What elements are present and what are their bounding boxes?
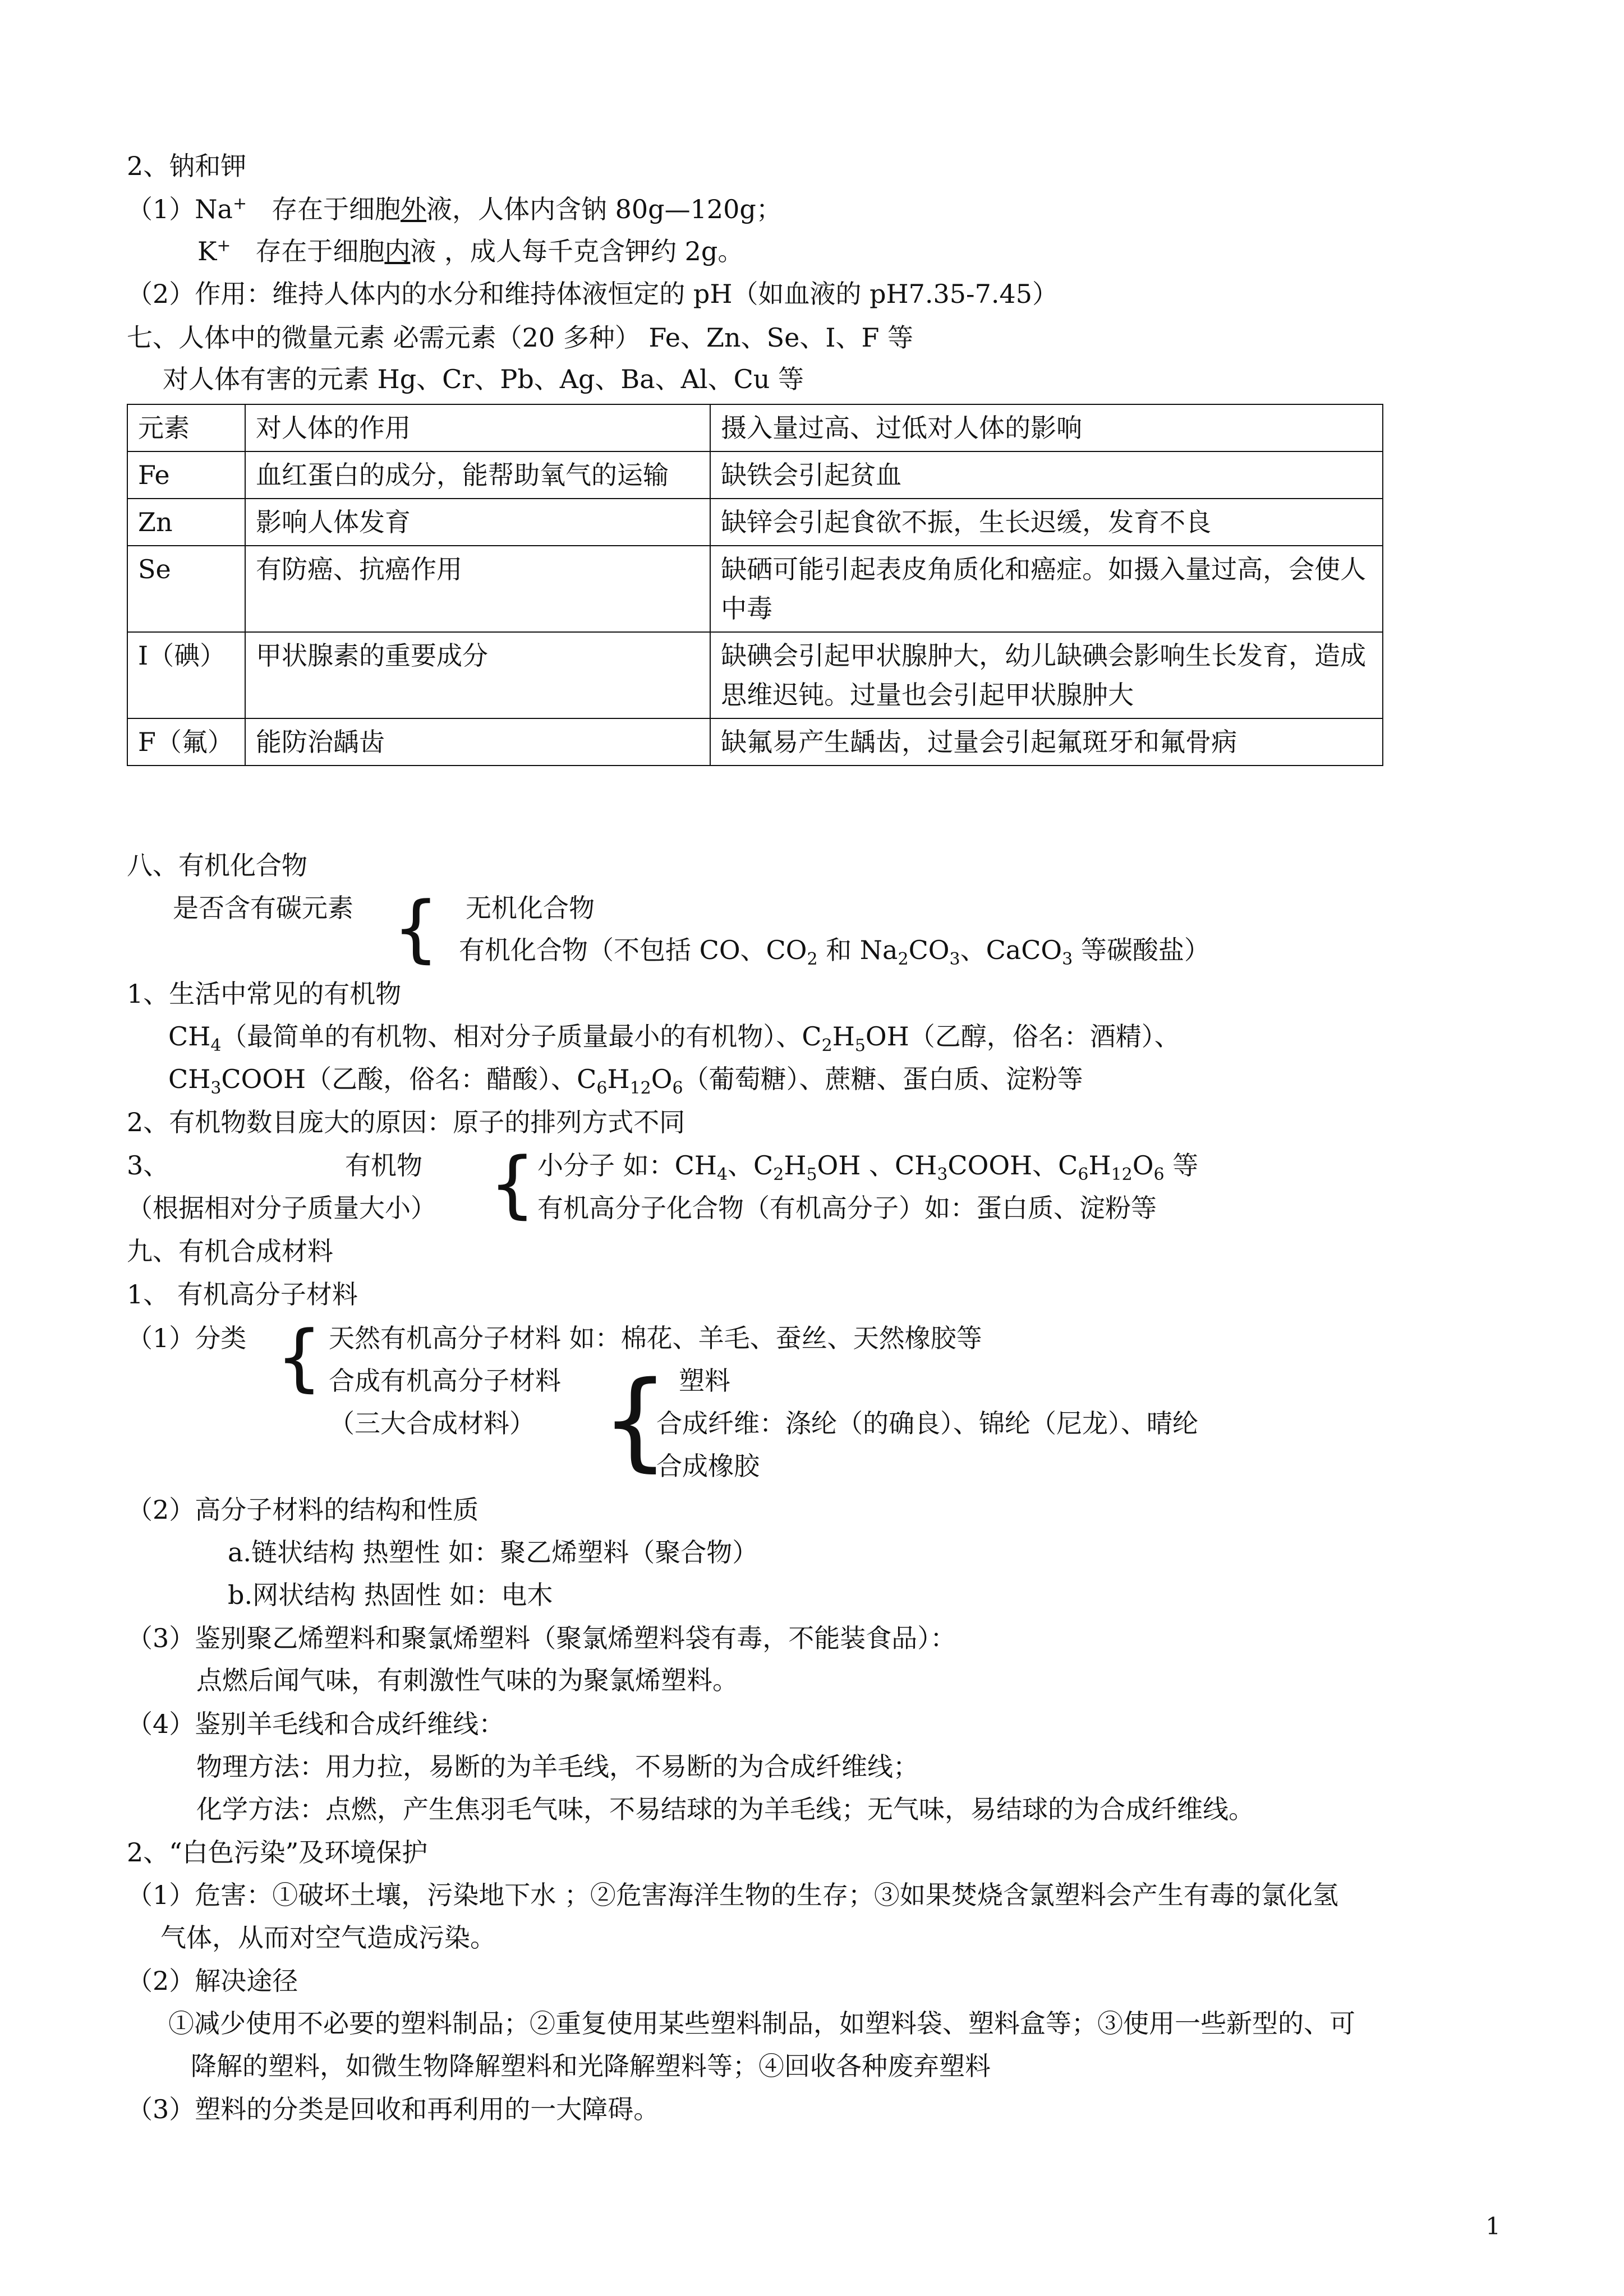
carbon-criterion: 是否含有碳元素 bbox=[173, 893, 353, 923]
table-row bbox=[127, 718, 1383, 766]
table-header: 元素 bbox=[127, 404, 245, 451]
brace-icon: { bbox=[393, 886, 439, 971]
table-cell: 缺硒可能引起表皮角质化和癌症。如摄入量过高，会使人中毒 bbox=[710, 546, 1383, 632]
table-cell: I（碘） bbox=[127, 632, 245, 718]
organic-compound: 有机化合物（不包括 CO、$CO_2$ 和 $Na_2CO_3$、CaCO$_3$ 等碳酸盐） bbox=[459, 935, 1210, 970]
brace-icon: { bbox=[601, 1358, 669, 1482]
item-number-3: 3、 bbox=[127, 1150, 169, 1181]
harm-line1: （1）危害：①破坏土壤，污染地下水 ；②危害海洋生物的生存；③如果焚烧含氯塑料会产生有毒的氯化氢 bbox=[127, 1880, 1338, 1910]
sodium-line: （1）Na+ 存在于细胞外液，人体内含钠 80g—120g； bbox=[127, 193, 782, 224]
table-cell: Se bbox=[127, 546, 245, 632]
small-molecule-line: 小分子 如：$CH_4$、$C_2H_5OH$ 、$CH_3COOH$、$C_6H_{12}O_6$ 等 bbox=[537, 1150, 1199, 1185]
structure-title: （2）高分子材料的结构和性质 bbox=[127, 1495, 479, 1525]
synthetic-polymer-line: 合成有机高分子材料 bbox=[329, 1366, 561, 1396]
table-cell: 有防癌、抗癌作用 bbox=[245, 546, 710, 632]
table-cell: F（氟） bbox=[127, 718, 245, 766]
physical-method-line: 物理方法：用力拉，易断的为羊毛线，不易断的为合成纤维线； bbox=[196, 1751, 919, 1782]
section-title-synthetic: 九、有机合成材料 bbox=[127, 1236, 333, 1266]
table-row bbox=[127, 632, 1383, 718]
solutions-line2: 降解的塑料，如微生物降解塑料和光降解塑料等；④回收各种废弃塑料 bbox=[191, 2051, 991, 2081]
plastic-sorting-line: （3）塑料的分类是回收和再利用的一大障碍。 bbox=[127, 2094, 660, 2124]
plastic-item: 塑料 bbox=[679, 1366, 730, 1396]
table-header: 摄入量过高、过低对人体的影响 bbox=[710, 404, 1383, 451]
table-row bbox=[127, 546, 1383, 632]
organic-label: 有机物 bbox=[345, 1150, 422, 1181]
brace-icon: { bbox=[489, 1141, 536, 1227]
three-synthetics-label: （三大合成材料） bbox=[329, 1408, 535, 1439]
table-cell: 缺锌会引起食欲不振，生长迟缓，发育不良 bbox=[710, 499, 1383, 546]
table-cell: 缺氟易产生龋齿，过量会引起氟斑牙和氟骨病 bbox=[710, 718, 1383, 766]
common-organics-line1: $CH_4$（最简单的有机物、相对分子质量最小的有机物）、$C_2H_5OH$（乙醇，俗名：酒精）、 bbox=[168, 1021, 1180, 1056]
polymer-title: 1、 有机高分子材料 bbox=[127, 1279, 358, 1310]
identify-fibers-title: （4）鉴别羊毛线和合成纤维线： bbox=[127, 1709, 505, 1739]
table-header: 对人体的作用 bbox=[245, 404, 710, 451]
common-organics-title: 1、生活中常见的有机物 bbox=[127, 979, 402, 1009]
chemical-method-line: 化学方法：点燃，产生焦羽毛气味，不易结球的为羊毛线；无气味，易结球的为合成纤维线。 bbox=[196, 1794, 1254, 1824]
trace-elements-line: 七、人体中的微量元素 必需元素（20 多种） Fe、Zn、Se、I、F 等 bbox=[127, 322, 914, 353]
table-cell: Zn bbox=[127, 499, 245, 546]
white-pollution-title: 2、“白色污染”及环境保护 bbox=[127, 1837, 428, 1868]
macromolecule-line: 有机高分子化合物（有机高分子）如：蛋白质、淀粉等 bbox=[537, 1193, 1157, 1223]
solutions-line1: ①减少使用不必要的塑料制品；②重复使用某些塑料制品，如塑料袋、塑料盒等；③使用一些新型的、可 bbox=[168, 2008, 1355, 2039]
rubber-item: 合成橡胶 bbox=[656, 1451, 760, 1481]
table-cell: Fe bbox=[127, 451, 245, 499]
trace-element-table bbox=[127, 404, 1383, 766]
table-cell: 血红蛋白的成分，能帮助氧气的运输 bbox=[245, 451, 710, 499]
solutions-title: （2）解决途径 bbox=[127, 1966, 298, 1996]
natural-polymer-line: 天然有机高分子材料 如：棉花、羊毛、蚕丝、天然橡胶等 bbox=[329, 1323, 982, 1353]
identify-plastics-answer: 点燃后闻气味，有刺激性气味的为聚氯烯塑料。 bbox=[196, 1665, 738, 1695]
table-cell: 缺碘会引起甲状腺肿大，幼儿缺碘会影响生长发育，造成思维迟钝。过量也会引起甲状腺肿大 bbox=[710, 632, 1383, 718]
function-line: （2）作用：维持人体内的水分和维持体液恒定的 pH（如血液的 pH7.35-7.45） bbox=[127, 279, 1059, 309]
section-title-sodium-potassium: 2、钠和钾 bbox=[127, 151, 247, 181]
table-cell: 能防治龋齿 bbox=[245, 718, 710, 766]
page-number: 1 bbox=[1485, 2212, 1501, 2240]
harmful-elements-line: 对人体有害的元素 Hg、Cr、Pb、Ag、Ba、Al、Cu 等 bbox=[163, 364, 804, 394]
organic-reason-line: 2、有机物数目庞大的原因：原子的排列方式不同 bbox=[127, 1107, 686, 1137]
section-title-organic: 八、有机化合物 bbox=[127, 850, 307, 880]
classification-basis: （根据相对分子质量大小） bbox=[127, 1193, 436, 1223]
table-header-row bbox=[127, 404, 1383, 451]
table-cell: 缺铁会引起贫血 bbox=[710, 451, 1383, 499]
table-cell: 影响人体发育 bbox=[245, 499, 710, 546]
common-organics-line2: $CH_3COOH$（乙酸，俗名：醋酸）、$C_6H_{12}O_6$（葡萄糖）、蔗糖、蛋白质、淀粉等 bbox=[168, 1064, 1083, 1099]
table-cell: 甲状腺素的重要成分 bbox=[245, 632, 710, 718]
classification-label: （1）分类 bbox=[127, 1323, 247, 1353]
identify-plastics-title: （3）鉴别聚乙烯塑料和聚氯烯塑料（聚氯烯塑料袋有毒，不能装食品）： bbox=[127, 1623, 956, 1653]
table-row bbox=[127, 499, 1383, 546]
potassium-line: K+ 存在于细胞内液 ，成人每千克含钾约 2g。 bbox=[197, 236, 744, 266]
harm-line2: 气体，从而对空气造成污染。 bbox=[160, 1922, 496, 1953]
chain-structure-line: a.链状结构 热塑性 如：聚乙烯塑料（聚合物） bbox=[228, 1537, 758, 1567]
inorganic-compound: 无机化合物 bbox=[466, 893, 595, 923]
brace-icon: { bbox=[276, 1315, 323, 1400]
table-row bbox=[127, 451, 1383, 499]
network-structure-line: b.网状结构 热固性 如：电木 bbox=[228, 1580, 553, 1610]
fiber-item: 合成纤维：涤纶（的确良）、锦纶（尼龙）、晴纶 bbox=[656, 1408, 1198, 1439]
